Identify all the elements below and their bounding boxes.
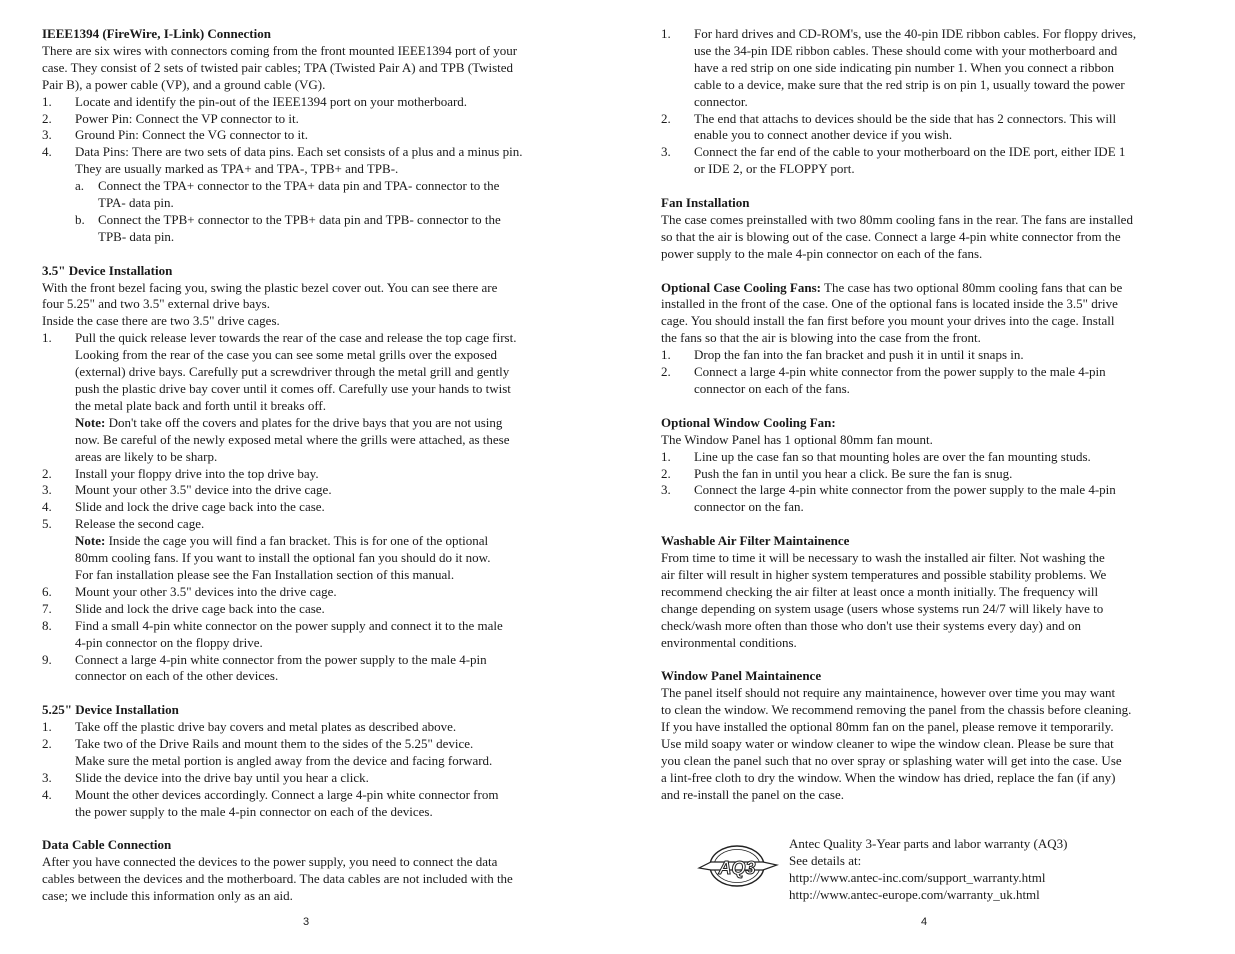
list-item-first-line [42,584,572,601]
text-line: the fans so that the air is blowing into the case from the front. [661,330,981,346]
sub-item-continuation: TPB- data pin. [98,228,175,244]
list-item [42,652,572,686]
data-cable-intro [42,854,572,905]
list-item-continuation: connector on each of the fans. [694,381,850,396]
list-item-first-line [42,330,572,347]
list-item-first-line [42,466,572,483]
list-item-number: 2. [661,465,671,481]
list-item-first-line [661,466,1186,483]
list-item-number: 4. [42,499,52,515]
text-line: Antec Quality 3-Year parts and labor warranty (AQ3) [789,836,1068,851]
note-first-line [42,415,572,432]
list-item [42,736,572,770]
list-item-number: 1. [42,330,52,346]
list-item-text: Ground Pin: Connect the VG connector to it. [75,127,309,143]
note-first-line [42,533,572,550]
sub-item-letter: a. [75,178,85,194]
list-item [661,26,1186,111]
list-item-first-line [42,127,572,144]
list-item [42,516,572,533]
text-line: The case comes preinstalled with two 80mm cooling fans in the rear. The fans are installed [661,211,1133,227]
text-line: change depending on system usage (users whose systems run 24/7 will likely have to [661,600,1104,616]
list-item [42,601,572,618]
optional-case-fans-paragraph-first [661,280,1186,297]
device-35-steps-6-9 [42,584,572,685]
text-line: From time to time it will be necessary to wash the installed air filter. Not washing the [661,550,1105,566]
list-item-first-line [661,144,1186,161]
list-item [661,111,1186,145]
list-item-number: 1. [661,448,671,464]
text-line: The panel itself should not require any maintainence, however over time you may want [661,685,1116,701]
window-fan-steps [661,449,1186,517]
list-item-text: Mount your other 3.5" devices into the drive cage. [75,583,337,599]
list-item-number: 4. [42,786,52,802]
list-item-number: 2. [42,110,52,126]
note-text: Don't take off the covers and plates for the drive bays that you are not using [105,414,503,430]
list-item-number: 7. [42,600,52,616]
list-item-continuation: the power supply to the male 4-pin connector on each of the devices. [75,803,433,819]
text-line: check/wash more often than those who don't use their systems every day) and on [661,617,1082,633]
note-continuation: areas are likely to be sharp. [75,448,218,464]
list-item-first-line [42,482,572,499]
list-item [661,466,1186,483]
text-line: a lint-free cloth to dry the window. When the window has dried, replace the fan (if any) [661,769,1116,785]
ieee1394-steps [42,94,572,179]
device-35-steps-2-5 [42,466,572,534]
window-fan-intro: The Window Panel has 1 optional 80mm fan mount. [661,431,933,447]
sub-item-first-line [42,178,572,195]
list-item-continuation: the metal plate back and forth until it breaks off. [75,397,327,413]
list-item-text: Find a small 4-pin white connector on the power supply and connect it to the male [75,617,503,633]
page-number-left: 3 [303,916,310,928]
list-item-continuation: 4-pin connector on the floppy drive. [75,634,263,650]
list-item [42,719,572,736]
device-35-note-2 [42,533,572,584]
list-item-number: 6. [42,583,52,599]
list-item-first-line [42,601,572,618]
list-item-number: 2. [661,364,671,380]
sub-item-letter: b. [75,211,85,227]
list-item [661,347,1186,364]
section-title-ieee1394: IEEE1394 (FireWire, I-Link) Connection [42,26,271,41]
list-item [661,144,1186,178]
section-title-data-cable: Data Cable Connection [42,837,172,853]
list-item-number: 3. [661,482,671,498]
list-item-continuation: or IDE 2, or the FLOPPY port. [694,161,855,177]
list-item-text: Take two of the Drive Rails and mount them to the sides of the 5.25" device. [75,736,474,752]
device-35-intro [42,280,572,331]
section-title-air-filter: Washable Air Filter Maintainence [661,533,850,549]
text-line: http://www.antec-europe.com/warranty_uk.html [789,886,1040,902]
list-item [661,364,1186,398]
list-item-text: Mount the other devices accordingly. Connect a large 4-pin white connector from [75,786,499,802]
optional-case-fans-first-line: The case has two optional 80mm cooling fans that can be [821,279,1123,295]
list-item-first-line [42,770,572,787]
list-item-continuation: connector on the fan. [694,499,804,515]
text-line: Pair B), a power cable (VP), and a ground cable (VG). [42,76,326,92]
list-item-first-line [42,516,572,533]
text-line: four 5.25" and two 3.5" external drive bays. [42,296,270,312]
list-item-text: Locate and identify the pin-out of the IEEE1394 port on your motherboard. [75,93,468,109]
page-right [661,26,1186,804]
sub-item-first-line [42,212,572,229]
list-item [42,127,572,144]
list-item [42,584,572,601]
list-item-number: 3. [42,482,52,498]
list-item-continuation: push the plastic drive bay cover until it comes off. Carefully use your hands to twist [75,381,511,397]
list-item-first-line [661,111,1186,128]
list-item [42,482,572,499]
text-line: There are six wires with connectors coming from the front mounted IEEE1394 port of your [42,42,518,58]
list-item-number: 9. [42,651,52,667]
text-line: case. They consist of 2 sets of twisted pair cables; TPA (Twisted Pair A) and TPB (Twisted [42,59,514,75]
list-item-first-line [42,719,572,736]
list-item-text: Power Pin: Connect the VP connector to it. [75,110,299,126]
list-item-first-line [661,482,1186,499]
list-item-continuation: Make sure the metal portion is angled away from the device and facing forward. [75,752,493,768]
fan-installation-intro [661,212,1186,263]
list-item [42,770,572,787]
ieee1394-intro [42,43,572,94]
page-number-right: 4 [921,916,928,928]
aq3-logo [697,843,779,889]
list-item-first-line [661,347,1186,364]
list-item [661,449,1186,466]
text-line: so that the air is blowing out of the case. Connect a large 4-pin white connector from the [661,228,1121,244]
section-title-window-panel: Window Panel Maintainence [661,668,822,684]
list-item-text: For hard drives and CD-ROM's, use the 40-pin IDE ribbon cables. For floppy drives, [694,26,1137,41]
list-item-text: Push the fan in until you hear a click. Be sure the fan is snug. [694,465,1013,481]
list-item-continuation: connector. [694,93,748,109]
list-item-text: Connect the large 4-pin white connector from the power supply to the male 4-pin [694,482,1116,498]
sub-item-continuation: TPA- data pin. [98,195,174,211]
list-item-continuation: enable you to connect another device if you wish. [694,127,953,143]
device-35-note-1 [42,415,572,466]
list-item-text: Connect a large 4-pin white connector from the power supply to the male 4-pin [694,364,1106,380]
list-item-text: Take off the plastic drive bay covers and metal plates as described above. [75,719,457,735]
note-continuation: now. Be careful of the newly exposed metal where the grills were attached, as these [75,431,510,447]
list-item-number: 2. [42,736,52,752]
list-item-continuation: use the 34-pin IDE ribbon cables. These should come with your motherboard and [694,42,1118,58]
list-item-text: Install your floppy drive into the top drive bay. [75,465,319,481]
list-item-text: The end that attachs to devices should be the side that has 2 connectors. This will [694,110,1117,126]
list-item-first-line [661,364,1186,381]
list-item-continuation: They are usually marked as TPA+ and TPA-, TPB+ and TPB-. [75,161,399,177]
text-line: case; we include this information only as an aid. [42,888,293,904]
text-line: power supply to the male 4-pin connector on each of the fans. [661,245,983,261]
list-item-number: 3. [42,769,52,785]
list-item-text: Line up the case fan so that mounting holes are over the fan mounting studs. [694,448,1091,464]
list-item-text: Release the second cage. [75,516,205,532]
list-item-number: 1. [661,347,671,363]
list-item-continuation: (external) drive bays. Carefully put a screwdriver through the metal grill and gently [75,364,510,380]
list-item-first-line [42,94,572,111]
list-item-text: Mount your other 3.5" device into the drive cage. [75,482,332,498]
text-line: See details at: [789,852,862,868]
list-item-first-line [42,618,572,635]
note-label: Note: [75,414,106,430]
warranty-info [789,836,1067,904]
device-35-step-1 [42,330,572,415]
list-item-text: Connect the far end of the cable to your motherboard on the IDE port, either IDE 1 [694,144,1126,160]
sub-item-text: Connect the TPB+ connector to the TPB+ data pin and TPB- connector to the [98,211,501,227]
text-line: After you have connected the devices to the power supply, you need to connect the data [42,854,498,870]
list-item-text: Drop the fan into the fan bracket and push it in until it snaps in. [694,347,1024,363]
text-line: cage. You should install the fan first before you mount your drives into the cage. Install [661,313,1115,329]
section-title-window-fan: Optional Window Cooling Fan: [661,414,836,430]
list-item-first-line [42,652,572,669]
optional-case-fans-paragraph [661,296,1186,347]
list-item [42,94,572,111]
air-filter-body [661,550,1186,651]
list-item [661,482,1186,516]
text-line: and re-install the panel on the case. [661,786,845,802]
list-item [42,618,572,652]
text-line: Use mild soapy water or window cleaner to wipe the window clean. Please be sure that [661,735,1114,751]
optional-case-fans-label: Optional Case Cooling Fans: [661,279,821,295]
list-item-number: 1. [661,26,671,41]
list-item-number: 1. [42,719,52,735]
list-item [42,144,572,178]
list-item [42,499,572,516]
list-item-text: Slide and lock the drive cage back into the case. [75,600,325,616]
list-item-number: 2. [42,465,52,481]
note-continuation: 80mm cooling fans. If you want to install the optional fan you should do it now. [75,550,491,566]
optional-case-fans-steps [661,347,1186,398]
list-item-first-line [42,736,572,753]
device-525-steps [42,719,572,820]
list-item-number: 2. [661,110,671,126]
list-item-first-line [661,449,1186,466]
list-item [42,787,572,821]
section-title-35-device: 3.5" Device Installation [42,262,173,278]
aq3-logo-text: AQ3 [718,858,756,878]
text-line: http://www.antec-inc.com/support_warranty.html [789,869,1046,885]
list-item-number: 1. [42,93,52,109]
sub-item-text: Connect the TPA+ connector to the TPA+ data pin and TPA- connector to the [98,178,500,194]
list-item-number: 5. [42,516,52,532]
list-item-number: 8. [42,617,52,633]
data-cable-steps [661,26,1186,178]
list-item-number: 3. [661,144,671,160]
list-item-continuation: connector on each of the other devices. [75,668,279,684]
text-line: air filter will result in higher system temperatures and possible stability problems. We [661,566,1107,582]
list-item-continuation: cable to a device, make sure that the red strip is on pin 1, usually toward the power [694,76,1125,92]
list-item-first-line [42,499,572,516]
text-line: recommend checking the air filter at least once a month initially. The frequency will [661,583,1099,599]
note-text: Inside the cage you will find a fan bracket. This is for one of the optional [105,533,489,549]
list-item-first-line [42,144,572,161]
list-item-first-line [661,26,1186,43]
list-item-first-line [42,787,572,804]
list-item-continuation: have a red strip on one side indicating pin number 1. When you connect a ribbon [694,59,1114,75]
list-item-number: 3. [42,127,52,143]
note-label: Note: [75,533,106,549]
section-title-525-device: 5.25" Device Installation [42,702,179,718]
list-item-text: Slide and lock the drive cage back into the case. [75,499,325,515]
list-item-text: Connect a large 4-pin white connector from the power supply to the male 4-pin [75,651,487,667]
text-line: environmental conditions. [661,634,797,650]
page-left [42,26,572,905]
list-item-text: Pull the quick release lever towards the rear of the case and release the top cage first. [75,330,517,346]
text-line: you clean the panel such that no over spray or splashing water will get into the case. Use [661,752,1122,768]
list-item [42,111,572,128]
list-item-text: Slide the device into the drive bay until you hear a click. [75,769,369,785]
note-continuation: For fan installation please see the Fan Installation section of this manual. [75,566,455,582]
text-line: cables between the devices and the motherboard. The data cables are not included with the [42,871,513,887]
list-item-text: Data Pins: There are two sets of data pins. Each set consists of a plus and a minus pin. [75,144,523,160]
ieee1394-substeps [42,178,572,246]
list-item-first-line [42,111,572,128]
section-title-fan-installation: Fan Installation [661,195,750,211]
text-line: If you have installed the optional 80mm fan on the panel, please remove it temporarily. [661,719,1114,735]
list-item [42,466,572,483]
text-line: to clean the window. We recommend removing the panel from the chassis before cleaning. [661,702,1132,718]
text-line: Inside the case there are two 3.5" drive cages. [42,313,280,329]
list-item-continuation: Looking from the rear of the case you can see some metal grills over the exposed [75,347,497,363]
text-line: installed in the front of the case. One of the optional fans is located inside the 3.5" drive [661,296,1118,312]
list-item-number: 4. [42,144,52,160]
text-line: With the front bezel facing you, swing the plastic bezel cover out. You can see there are [42,279,498,295]
window-panel-body [661,685,1186,803]
